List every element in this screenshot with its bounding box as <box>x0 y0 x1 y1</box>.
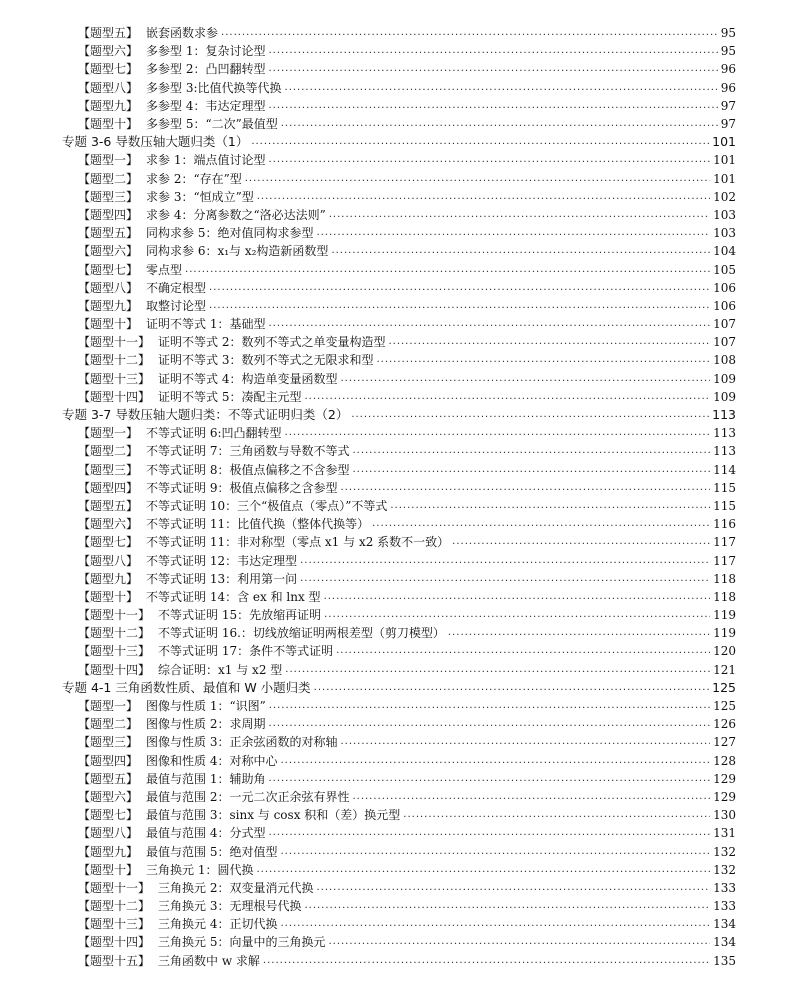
toc-entry-title: 不等式证明 11：非对称型（零点 x1 与 x2 系数不一致） <box>146 535 450 550</box>
toc-entry-label: 【题型三】 <box>78 189 139 204</box>
toc-page-number: 117 <box>710 552 736 570</box>
toc-entry-title: 多参型 3:比值代换等代换 <box>146 80 282 95</box>
toc-entry-label: 【题型十一】 <box>78 608 151 623</box>
toc-entry-label: 【题型九】 <box>78 98 139 113</box>
toc-page-number: 119 <box>710 624 736 642</box>
toc-entry-label: 【题型八】 <box>78 553 139 568</box>
toc-entry-title: 不等式证明 7：三角函数与导数不等式 <box>146 444 350 459</box>
toc-entry-title: 证明不等式 2：数列不等式之单变量构造型 <box>158 335 386 350</box>
toc-entry[interactable] <box>0 806 794 824</box>
toc-page-number: 128 <box>710 752 736 770</box>
dot-leader <box>280 752 733 770</box>
dot-leader <box>304 897 733 915</box>
toc-entry-title: 证明不等式 5：凑配主元型 <box>158 389 302 404</box>
toc-page-number: 105 <box>710 261 736 279</box>
toc-entry-label: 【题型四】 <box>78 480 139 495</box>
toc-entry[interactable] <box>0 315 794 333</box>
toc-entry-title: 求参 2：“存在”型 <box>146 171 242 186</box>
toc-entry-title: 不等式证明 16.：切线放缩证明两根差型（剪刀模型） <box>158 626 445 641</box>
toc-entry-label: 【题型七】 <box>78 262 139 277</box>
toc-entry-title: 证明不等式 4：构造单变量函数型 <box>158 371 338 386</box>
dot-leader <box>280 915 733 933</box>
toc-entry[interactable] <box>0 642 794 660</box>
dot-leader <box>285 424 733 442</box>
toc-entry[interactable] <box>0 824 794 842</box>
toc-entry-title: 同构求参 6：x₁与 x₂构造新函数型 <box>146 244 329 259</box>
toc-page-number: 115 <box>710 497 736 515</box>
dot-leader <box>268 97 733 115</box>
toc-entry[interactable] <box>0 479 794 497</box>
toc-entry-title: 多参型 1：复杂讨论型 <box>146 44 266 59</box>
toc-entry[interactable] <box>0 24 794 42</box>
dot-leader <box>256 861 733 879</box>
toc-heading-title: 专题 3-7 导数压轴大题归类：不等式证明归类（2） <box>62 407 349 423</box>
toc-entry[interactable] <box>0 442 794 460</box>
toc-entry-title: 三角函数中 w 求解 <box>158 953 260 968</box>
toc-entry-title: 最值与范围 3：sinx 与 cosx 积和（差）换元型 <box>146 808 401 823</box>
toc-page-number: 109 <box>710 388 736 406</box>
dot-leader <box>300 570 733 588</box>
dot-leader <box>324 606 733 624</box>
dot-leader <box>329 206 733 224</box>
toc-page-number: 134 <box>710 915 736 933</box>
toc-page-number: 106 <box>710 297 736 315</box>
toc-entry-title: 不等式证明 10：三个“极值点（零点）”不等式 <box>146 498 388 513</box>
toc-entry-label: 【题型十】 <box>78 117 139 132</box>
toc-entry-label: 【题型一】 <box>78 699 139 714</box>
toc-entry-title: 不等式证明 11：比值代换（整体代换等） <box>146 517 370 532</box>
dot-leader <box>340 370 733 388</box>
dot-leader <box>304 388 733 406</box>
toc-entry-label: 【题型五】 <box>78 226 139 241</box>
toc-entry[interactable] <box>0 697 794 715</box>
dot-leader <box>268 151 733 169</box>
toc-heading-title: 专题 4-1 三角函数性质、最值和 W 小题归类 <box>62 679 311 695</box>
toc-entry-title: 不等式证明 13：利用第一问 <box>146 571 298 586</box>
toc-page-number: 107 <box>710 333 736 351</box>
toc-entry-title: 不等式证明 6:凹凸翻转型 <box>146 426 282 441</box>
toc-page-number: 127 <box>710 733 736 751</box>
toc-entry[interactable] <box>0 242 794 260</box>
toc-entry-label: 【题型十】 <box>78 862 139 877</box>
toc-entry-title: 求参 1：端点值讨论型 <box>146 153 266 168</box>
toc-entry[interactable] <box>0 588 794 606</box>
toc-entry-title: 三角换元 3：无理根号代换 <box>158 899 302 914</box>
toc-entry-title: 多参型 5：“二次”最值型 <box>146 117 278 132</box>
toc-entry[interactable] <box>0 351 794 369</box>
toc-entry[interactable] <box>0 933 794 951</box>
toc-page-number: 108 <box>710 351 736 369</box>
toc-entry-label: 【题型十四】 <box>78 662 151 677</box>
toc-page-number: 126 <box>710 715 736 733</box>
toc-page-number: 101 <box>709 133 736 151</box>
toc-entry[interactable] <box>0 551 794 569</box>
toc-entry[interactable] <box>0 388 794 406</box>
toc-page-number: 101 <box>710 151 736 169</box>
toc-entry-label: 【题型七】 <box>78 62 139 77</box>
toc-entry[interactable] <box>0 952 794 970</box>
dot-leader <box>263 952 733 970</box>
toc-entry[interactable] <box>0 206 794 224</box>
dot-leader <box>185 261 733 279</box>
toc-page-number: 96 <box>718 79 736 97</box>
dot-leader <box>269 697 733 715</box>
toc-entry-label: 【题型十二】 <box>78 626 151 641</box>
toc-entry-label: 【题型三】 <box>78 462 139 477</box>
toc-entry-label: 【题型十二】 <box>78 899 151 914</box>
toc-entry-title: 图像与性质 3：正余弦函数的对称轴 <box>146 735 338 750</box>
toc-entry[interactable] <box>0 170 794 188</box>
dot-leader <box>351 406 733 424</box>
toc-entry[interactable] <box>0 770 794 788</box>
toc-entry-label: 【题型十】 <box>78 317 139 332</box>
toc-entry-label: 【题型八】 <box>78 280 139 295</box>
toc-entry-title: 图像和性质 4：对称中心 <box>146 753 278 768</box>
toc-page-number: 95 <box>718 42 736 60</box>
toc-entry-label: 【题型六】 <box>78 44 139 59</box>
toc-entry-label: 【题型四】 <box>78 753 139 768</box>
toc-entry[interactable] <box>0 60 794 78</box>
toc-entry[interactable] <box>0 424 794 442</box>
toc-entry-title: 证明不等式 1：基础型 <box>146 317 266 332</box>
toc-page-number: 113 <box>710 424 736 442</box>
toc-entry-label: 【题型十】 <box>78 589 139 604</box>
toc-entry[interactable] <box>0 224 794 242</box>
toc-page-number: 131 <box>710 824 736 842</box>
toc-entry-label: 【题型十四】 <box>78 389 151 404</box>
toc-entry-label: 【题型十三】 <box>78 371 151 386</box>
dot-leader <box>268 715 733 733</box>
toc-page-number: 129 <box>710 788 736 806</box>
toc-entry-title: 图像与性质 2：求周期 <box>146 717 266 732</box>
toc-entry[interactable] <box>0 606 794 624</box>
toc-entry-title: 同构求参 5：绝对值同构求参型 <box>146 226 314 241</box>
toc-entry-title: 不等式证明 8：极值点偏移之不含参型 <box>146 462 350 477</box>
dot-leader <box>340 479 733 497</box>
toc-entry-label: 【题型一】 <box>78 426 139 441</box>
toc-heading-title: 专题 3-6 导数压轴大题归类（1） <box>62 134 249 150</box>
toc-entry-title: 不等式证明 9：极值点偏移之含参型 <box>146 480 338 495</box>
toc-entry-title: 最值与范围 5：绝对值型 <box>146 844 278 859</box>
dot-leader <box>372 515 733 533</box>
toc-entry[interactable] <box>0 370 794 388</box>
dot-leader <box>452 533 733 551</box>
toc-entry-label: 【题型五】 <box>78 771 139 786</box>
toc-entry-label: 【题型七】 <box>78 808 139 823</box>
dot-leader <box>285 661 733 679</box>
toc-entry[interactable] <box>0 42 794 60</box>
toc-entry-title: 多参型 4：韦达定理型 <box>146 98 266 113</box>
toc-entry-label: 【题型十四】 <box>78 935 151 950</box>
toc-entry-title: 最值与范围 1：辅助角 <box>146 771 266 786</box>
dot-leader <box>331 242 733 260</box>
toc-entry-title: 证明不等式 3：数列不等式之无限求和型 <box>158 353 374 368</box>
toc-page-number: 125 <box>709 679 736 697</box>
toc-entry-label: 【题型二】 <box>78 171 139 186</box>
toc-entry-label: 【题型六】 <box>78 789 139 804</box>
toc-entry[interactable] <box>0 752 794 770</box>
toc-page-number: 96 <box>718 60 736 78</box>
dot-leader <box>352 442 733 460</box>
toc-entry[interactable] <box>0 297 794 315</box>
toc-entry-label: 【题型十一】 <box>78 880 151 895</box>
toc-entry[interactable] <box>0 570 794 588</box>
dot-leader <box>268 770 733 788</box>
toc-entry-title: 不等式证明 12：韦达定理型 <box>146 553 298 568</box>
dot-leader <box>314 679 733 697</box>
toc-entry[interactable] <box>0 661 794 679</box>
toc-entry-label: 【题型九】 <box>78 844 139 859</box>
toc-entry-title: 求参 3：“恒成立”型 <box>146 189 254 204</box>
toc-page-number: 133 <box>710 879 736 897</box>
toc-section-heading[interactable] <box>0 679 794 697</box>
toc-entry-title: 三角换元 5：向量中的三角换元 <box>158 935 326 950</box>
toc-entry-label: 【题型五】 <box>78 498 139 513</box>
toc-page-number: 120 <box>710 642 736 660</box>
toc-entry-title: 求参 4：分离参数之“洛必达法则” <box>146 207 326 222</box>
toc-entry[interactable] <box>0 788 794 806</box>
dot-leader <box>316 879 733 897</box>
toc-entry-title: 最值与范围 2：一元二次正余弦有界性 <box>146 789 350 804</box>
toc-page-number: 113 <box>709 406 736 424</box>
toc-entry-title: 三角换元 1：圆代换 <box>146 862 254 877</box>
toc-page-number: 132 <box>710 843 736 861</box>
toc-entry[interactable] <box>0 333 794 351</box>
toc-entry-title: 综合证明：x1 与 x2 型 <box>158 662 283 677</box>
toc-entry-label: 【题型十二】 <box>78 353 151 368</box>
dot-leader <box>448 624 733 642</box>
toc-entry-title: 不等式证明 15：先放缩再证明 <box>158 608 322 623</box>
dot-leader <box>268 42 733 60</box>
toc-page-number: 95 <box>718 24 736 42</box>
dot-leader <box>352 788 733 806</box>
dot-leader <box>251 133 733 151</box>
toc-entry[interactable] <box>0 497 794 515</box>
toc-section-heading[interactable] <box>0 133 794 151</box>
toc-entry-label: 【题型四】 <box>78 207 139 222</box>
toc-entry[interactable] <box>0 897 794 915</box>
dot-leader <box>316 224 733 242</box>
toc-page-number: 134 <box>710 933 736 951</box>
dot-leader <box>340 733 733 751</box>
toc-entry-title: 嵌套函数求参 <box>146 26 219 41</box>
toc-entry-label: 【题型六】 <box>78 517 139 532</box>
toc-page-number: 132 <box>710 861 736 879</box>
toc-entry[interactable] <box>0 733 794 751</box>
toc-page-number: 129 <box>710 770 736 788</box>
table-of-contents <box>0 24 794 970</box>
toc-entry[interactable] <box>0 279 794 297</box>
toc-page-number: 109 <box>710 370 736 388</box>
dot-leader <box>300 552 733 570</box>
dot-leader <box>328 933 733 951</box>
toc-entry[interactable] <box>0 97 794 115</box>
toc-entry-title: 最值与范围 4：分式型 <box>146 826 266 841</box>
toc-entry-title: 不等式证明 17：条件不等式证明 <box>158 644 334 659</box>
toc-page-number: 133 <box>710 897 736 915</box>
toc-entry[interactable] <box>0 861 794 879</box>
toc-section-heading[interactable] <box>0 406 794 424</box>
toc-entry-label: 【题型七】 <box>78 535 139 550</box>
toc-entry[interactable] <box>0 461 794 479</box>
dot-leader <box>268 60 733 78</box>
dot-leader <box>336 642 733 660</box>
toc-page-number: 103 <box>710 206 736 224</box>
toc-entry-title: 图像与性质 1：“识图” <box>146 699 266 714</box>
toc-entry[interactable] <box>0 115 794 133</box>
toc-page-number: 103 <box>710 224 736 242</box>
toc-entry[interactable] <box>0 515 794 533</box>
toc-entry-label: 【题型二】 <box>78 717 139 732</box>
toc-entry[interactable] <box>0 79 794 97</box>
dot-leader <box>388 333 733 351</box>
dot-leader <box>268 315 733 333</box>
toc-page-number: 116 <box>710 515 736 533</box>
dot-leader <box>285 79 733 97</box>
toc-entry[interactable] <box>0 715 794 733</box>
toc-page-number: 97 <box>718 97 736 115</box>
toc-entry-label: 【题型九】 <box>78 298 139 313</box>
toc-entry[interactable] <box>0 533 794 551</box>
toc-entry-title: 不确定根型 <box>146 280 207 295</box>
toc-page-number: 101 <box>710 170 736 188</box>
toc-entry[interactable] <box>0 151 794 169</box>
toc-entry[interactable] <box>0 260 794 278</box>
toc-entry-label: 【题型一】 <box>78 153 139 168</box>
toc-page-number: 104 <box>710 242 736 260</box>
toc-page-number: 102 <box>710 188 736 206</box>
toc-page-number: 113 <box>710 442 736 460</box>
toc-page-number: 115 <box>710 479 736 497</box>
dot-leader <box>281 115 733 133</box>
toc-page-number: 117 <box>710 533 736 551</box>
toc-page-number: 121 <box>710 661 736 679</box>
toc-entry[interactable] <box>0 842 794 860</box>
dot-leader <box>221 24 733 42</box>
toc-page-number: 107 <box>710 315 736 333</box>
toc-entry-title: 三角换元 2：双变量消元代换 <box>158 880 314 895</box>
toc-page-number: 130 <box>710 806 736 824</box>
toc-page-number: 106 <box>710 279 736 297</box>
toc-entry-label: 【题型十一】 <box>78 335 151 350</box>
toc-page-number: 114 <box>710 461 736 479</box>
dot-leader <box>324 588 733 606</box>
dot-leader <box>403 806 733 824</box>
toc-page-number: 125 <box>710 697 736 715</box>
dot-leader <box>257 188 733 206</box>
toc-entry-title: 多参型 2：凸凹翻转型 <box>146 62 266 77</box>
toc-entry[interactable] <box>0 188 794 206</box>
toc-entry-label: 【题型五】 <box>78 26 139 41</box>
toc-entry[interactable] <box>0 879 794 897</box>
toc-entry-label: 【题型六】 <box>78 244 139 259</box>
toc-page-number: 135 <box>710 952 736 970</box>
toc-entry-label: 【题型八】 <box>78 80 139 95</box>
dot-leader <box>390 497 733 515</box>
toc-entry-label: 【题型二】 <box>78 444 139 459</box>
toc-entry-title: 取整讨论型 <box>146 298 207 313</box>
dot-leader <box>245 170 733 188</box>
dot-leader <box>280 843 733 861</box>
toc-page-number: 119 <box>710 606 736 624</box>
toc-entry-label: 【题型十三】 <box>78 917 151 932</box>
toc-entry-label: 【题型三】 <box>78 735 139 750</box>
dot-leader <box>376 351 733 369</box>
toc-entry-label: 【题型九】 <box>78 571 139 586</box>
toc-entry-title: 不等式证明 14：含 ex 和 lnx 型 <box>146 589 321 604</box>
dot-leader <box>268 824 733 842</box>
dot-leader <box>209 279 733 297</box>
toc-page-number: 97 <box>718 115 736 133</box>
toc-entry-title: 三角换元 4：正切代换 <box>158 917 278 932</box>
toc-entry-label: 【题型八】 <box>78 826 139 841</box>
toc-entry-title: 零点型 <box>146 262 183 277</box>
toc-entry-label: 【题型十五】 <box>78 953 151 968</box>
toc-page-number: 118 <box>710 588 736 606</box>
dot-leader <box>352 461 733 479</box>
toc-entry[interactable] <box>0 624 794 642</box>
toc-page-number: 118 <box>710 570 736 588</box>
toc-entry-label: 【题型十三】 <box>78 644 151 659</box>
dot-leader <box>209 297 733 315</box>
toc-entry[interactable] <box>0 915 794 933</box>
